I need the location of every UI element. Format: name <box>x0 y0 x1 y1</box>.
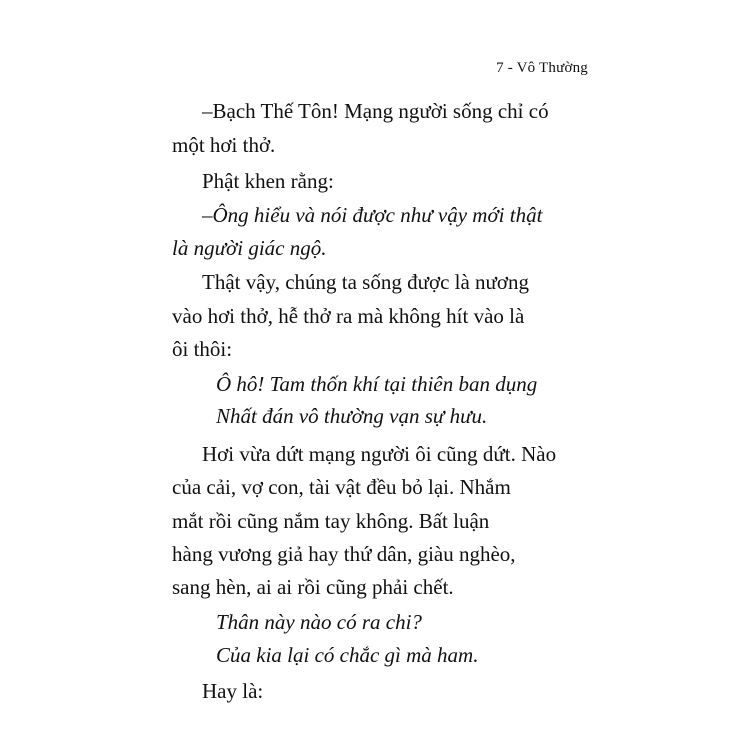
buddha-quote-line-2: là người giác ngộ. <box>172 236 327 260</box>
verse-2-line-1: Thân này nào có ra chi? <box>216 610 422 634</box>
buddha-praise-intro: Phật khen rằng: <box>202 169 334 193</box>
verse-1-line-2: Nhất đán vô thường vạn sự hưu. <box>216 404 488 428</box>
buddha-quote-line-1: –Ông hiểu và nói được như vậy mới thật <box>202 203 543 227</box>
paragraph-2-line-5: sang hèn, ai ai rồi cũng phải chết. <box>172 575 454 599</box>
running-header: 7 - Vô Thường <box>496 60 588 76</box>
paragraph-1-line-1: Thật vậy, chúng ta sống được là nương <box>202 270 530 294</box>
paragraph-2-line-4: hàng vương giả hay thứ dân, giàu nghèo, <box>172 542 516 566</box>
dialogue-line-1: –Bạch Thế Tôn! Mạng người sống chỉ có <box>202 99 549 123</box>
paragraph-2-line-1: Hơi vừa dứt mạng người ôi cũng dứt. Nào <box>202 442 557 466</box>
closing-line: Hay là: <box>202 679 264 703</box>
verse-2-line-2: Của kia lại có chắc gì mà ham. <box>216 643 479 667</box>
paragraph-2-line-3: mắt rồi cũng nắm tay không. Bất luận <box>172 509 490 533</box>
paragraph-1-line-3: ôi thôi: <box>172 337 233 361</box>
paragraph-2-line-2: của cải, vợ con, tài vật đều bỏ lại. Nhắm <box>172 475 511 499</box>
paragraph-1-line-2: vào hơi thở, hễ thở ra mà không hít vào là <box>172 304 525 328</box>
dialogue-line-2: một hơi thở. <box>172 133 276 157</box>
verse-1-line-1: Ô hô! Tam thốn khí tại thiên ban dụng <box>216 372 538 396</box>
